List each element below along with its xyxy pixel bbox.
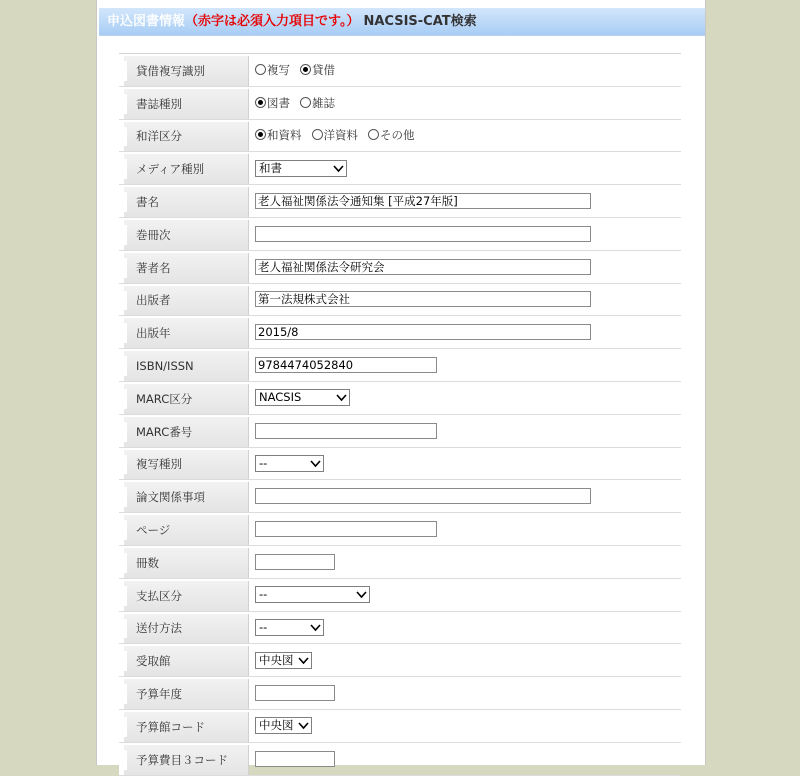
- radio-checked-icon[interactable]: [255, 129, 266, 140]
- radio-book[interactable]: 図書: [255, 95, 290, 111]
- radio-icon[interactable]: [300, 97, 311, 108]
- row-pickup-library: [119, 644, 681, 677]
- row-publisher: [119, 284, 681, 317]
- author-label: 著者名: [119, 253, 249, 283]
- budget-year-label: 予算年度: [119, 679, 249, 709]
- pickup-library-select[interactable]: 中央図: [255, 652, 312, 669]
- chevron-down-icon: [298, 721, 309, 730]
- required-note: （赤字は必須入力項目です。）: [185, 14, 360, 29]
- budget-year-input[interactable]: [255, 685, 335, 701]
- nacsis-cat-search-link[interactable]: NACSIS-CAT検索: [363, 14, 477, 29]
- radio-japanese[interactable]: 和資料: [255, 127, 302, 143]
- radio-icon[interactable]: [368, 129, 379, 140]
- pickup-library-label: 受取館: [119, 646, 249, 676]
- row-delivery: [119, 612, 681, 645]
- delivery-label: 送付方法: [119, 614, 249, 644]
- pages-label: ページ: [119, 515, 249, 545]
- article-info-input[interactable]: [255, 488, 591, 504]
- row-payment: [119, 579, 681, 612]
- copy-type-select[interactable]: --: [255, 455, 324, 472]
- payment-select[interactable]: --: [255, 586, 370, 603]
- article-info-label: 論文関係事項: [119, 482, 249, 512]
- row-book-title: [119, 185, 681, 218]
- chevron-down-icon: [310, 459, 321, 468]
- chevron-down-icon: [356, 590, 367, 599]
- chevron-down-icon: [310, 623, 321, 632]
- row-copy-type: [119, 448, 681, 481]
- chevron-down-icon: [333, 164, 344, 173]
- row-budget-library: [119, 710, 681, 743]
- row-marc-number: [119, 415, 681, 448]
- section-title: 申込図書情報: [107, 14, 186, 29]
- budget-code3-input[interactable]: [255, 751, 335, 767]
- publisher-input[interactable]: 第一法規株式会社: [255, 291, 591, 307]
- row-author: [119, 251, 681, 284]
- volume-label: 巻冊次: [119, 220, 249, 250]
- book-title-label: 書名: [119, 187, 249, 217]
- language-class-label: 和洋区分: [119, 122, 249, 152]
- pub-year-label: 出版年: [119, 318, 249, 348]
- radio-checked-icon[interactable]: [255, 97, 266, 108]
- author-input[interactable]: 老人福祉関係法令研究会: [255, 259, 591, 275]
- radio-lending[interactable]: 貸借: [300, 62, 335, 78]
- application-form: [119, 53, 681, 776]
- pages-input[interactable]: [255, 521, 437, 537]
- media-type-select[interactable]: 和書: [255, 160, 347, 177]
- copy-type-label: 複写種別: [119, 450, 249, 480]
- lending-copy-label: 貸借複写識別: [119, 56, 249, 86]
- marc-number-input[interactable]: [255, 423, 437, 439]
- radio-icon[interactable]: [312, 129, 323, 140]
- row-pub-year: [119, 316, 681, 349]
- row-isbn: [119, 349, 681, 382]
- radio-copy[interactable]: 複写: [255, 62, 290, 78]
- pub-year-input[interactable]: 2015/8: [255, 324, 591, 340]
- chevron-down-icon: [298, 656, 309, 665]
- copies-input[interactable]: [255, 554, 335, 570]
- volume-input[interactable]: [255, 226, 591, 242]
- row-marc-class: [119, 382, 681, 415]
- form-panel: [96, 0, 706, 765]
- book-title-input[interactable]: 老人福祉関係法令通知集 [平成27年版]: [255, 193, 591, 209]
- media-type-label: メディア種別: [119, 154, 249, 184]
- radio-other[interactable]: その他: [368, 127, 415, 143]
- row-language-class: [119, 120, 681, 153]
- budget-library-label: 予算館コード: [119, 712, 249, 742]
- radio-journal[interactable]: 雑誌: [300, 95, 335, 111]
- marc-class-label: MARC区分: [119, 384, 249, 414]
- radio-icon[interactable]: [255, 64, 266, 75]
- row-material-type: [119, 87, 681, 120]
- budget-code3-label: 予算費目３コード: [119, 745, 249, 775]
- copies-label: 冊数: [119, 548, 249, 578]
- row-budget-code3: [119, 743, 681, 776]
- row-volume: [119, 218, 681, 251]
- budget-library-select[interactable]: 中央図: [255, 717, 312, 734]
- row-pages: [119, 513, 681, 546]
- radio-checked-icon[interactable]: [300, 64, 311, 75]
- payment-label: 支払区分: [119, 581, 249, 611]
- publisher-label: 出版者: [119, 286, 249, 316]
- radio-foreign[interactable]: 洋資料: [312, 127, 359, 143]
- row-media-type: [119, 152, 681, 185]
- chevron-down-icon: [336, 393, 347, 402]
- row-article-info: [119, 480, 681, 513]
- section-header: [99, 8, 705, 36]
- isbn-input[interactable]: 9784474052840: [255, 357, 437, 373]
- marc-number-label: MARC番号: [119, 417, 249, 447]
- marc-class-select[interactable]: NACSIS: [255, 389, 350, 406]
- material-type-label: 書誌種別: [119, 89, 249, 119]
- row-copies: [119, 546, 681, 579]
- row-budget-year: [119, 677, 681, 710]
- delivery-select[interactable]: --: [255, 619, 324, 636]
- row-lending-copy: [119, 54, 681, 87]
- isbn-label: ISBN/ISSN: [119, 351, 249, 381]
